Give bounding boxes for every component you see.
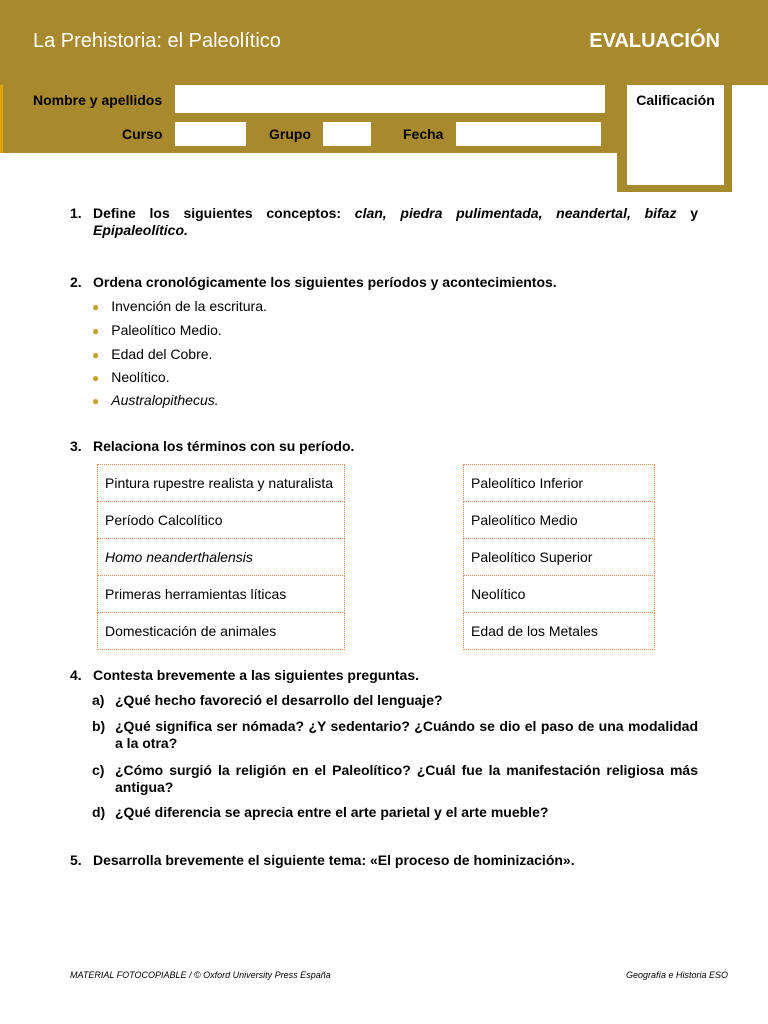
question-text: Define los siguientes conceptos: xyxy=(93,205,355,221)
section-label: EVALUACIÓN xyxy=(589,30,720,52)
table-cell: Paleolítico Superior xyxy=(464,539,655,576)
question-number: 5. xyxy=(70,852,82,868)
table-cell: Homo neanderthalensis xyxy=(98,539,345,576)
table-cell: Período Calcolítico xyxy=(98,502,345,539)
table-cell: Edad de los Metales xyxy=(464,613,655,650)
list-item xyxy=(92,392,219,410)
question-number: 4. xyxy=(70,667,82,683)
question-text: Ordena cronológicamente los siguientes períodos y acontecimientos. xyxy=(93,274,557,290)
left-edge xyxy=(0,85,3,153)
grade-label: Calificación xyxy=(636,92,715,108)
question-4 xyxy=(70,667,698,684)
bullet-icon: ● xyxy=(92,371,100,385)
terms-table xyxy=(97,464,345,650)
list-item-text: Invención de la escritura. xyxy=(111,298,267,314)
list-item xyxy=(92,298,267,316)
question-5 xyxy=(70,852,698,869)
question-3 xyxy=(70,438,698,455)
table-cell: Domesticación de animales xyxy=(98,613,345,650)
bullet-icon: ● xyxy=(92,348,100,362)
bullet-icon: ● xyxy=(92,394,100,408)
table-cell: Pintura rupestre realista y naturalista xyxy=(98,465,345,502)
table-cell: Paleolítico Medio xyxy=(464,502,655,539)
list-item xyxy=(92,346,212,364)
question-text: Relaciona los términos con su período. xyxy=(93,438,355,454)
question-terms: clan, piedra pulimentada, neandertal, bifaz xyxy=(354,205,677,221)
bullet-icon: ● xyxy=(92,300,100,314)
bullet-icon: ● xyxy=(92,324,100,338)
question-number: 1. xyxy=(70,205,82,221)
course-label: Curso xyxy=(122,126,163,142)
sub-question xyxy=(92,762,698,796)
periods-table xyxy=(463,464,655,650)
course-field[interactable] xyxy=(175,122,246,146)
date-label: Fecha xyxy=(403,126,444,142)
question-number: 2. xyxy=(70,274,82,290)
list-item-text: Paleolítico Medio. xyxy=(111,322,222,338)
sub-letter: c) xyxy=(92,762,105,778)
table-cell: Neolítico xyxy=(464,576,655,613)
question-1 xyxy=(70,205,698,239)
name-field[interactable] xyxy=(175,85,605,113)
sub-text: ¿Qué hecho favoreció el desarrollo del lenguaje? xyxy=(115,692,443,708)
list-item-text: Australopithecus. xyxy=(111,392,219,408)
sub-text: ¿Qué significa ser nómada? ¿Y sedentario? ¿Cuándo se dio el paso de una modalidad a la otra? xyxy=(115,718,698,751)
sub-letter: a) xyxy=(92,692,105,708)
date-field[interactable] xyxy=(456,122,601,146)
list-item-text: Neolítico. xyxy=(111,369,170,385)
sub-letter: b) xyxy=(92,718,106,734)
question-2 xyxy=(70,274,698,291)
sub-text: ¿Cómo surgió la religión en el Paleolítico? ¿Cuál fue la manifestación religiosa más antigua? xyxy=(115,762,698,795)
conjunction: y xyxy=(676,205,698,221)
group-label: Grupo xyxy=(269,126,311,142)
footer-subject: Geografía e Historia ESO xyxy=(625,970,728,980)
table-cell: Primeras herramientas líticas xyxy=(98,576,345,613)
question-number: 3. xyxy=(70,438,82,454)
list-item xyxy=(92,369,170,387)
question-text: Contesta brevemente a las siguientes preguntas. xyxy=(93,667,419,683)
footer-copyright: MATERIAL FOTOCOPIABLE / © Oxford University Press España xyxy=(70,970,331,980)
page-title: La Prehistoria: el Paleolítico xyxy=(33,30,281,52)
sub-letter: d) xyxy=(92,804,106,820)
group-field[interactable] xyxy=(323,122,371,146)
sub-question xyxy=(92,804,698,821)
sub-question xyxy=(92,692,698,709)
sub-question xyxy=(92,718,698,752)
sub-text: ¿Qué diferencia se aprecia entre el arte parietal y el arte mueble? xyxy=(115,804,549,820)
name-label: Nombre y apellidos xyxy=(33,92,163,108)
list-item-text: Edad del Cobre. xyxy=(111,346,213,362)
table-cell: Paleolítico Inferior xyxy=(464,465,655,502)
question-text: Desarrolla brevemente el siguiente tema: «El proceso de hominización». xyxy=(93,852,575,868)
question-term-last: Epipaleolítico. xyxy=(93,222,188,238)
list-item xyxy=(92,322,222,340)
